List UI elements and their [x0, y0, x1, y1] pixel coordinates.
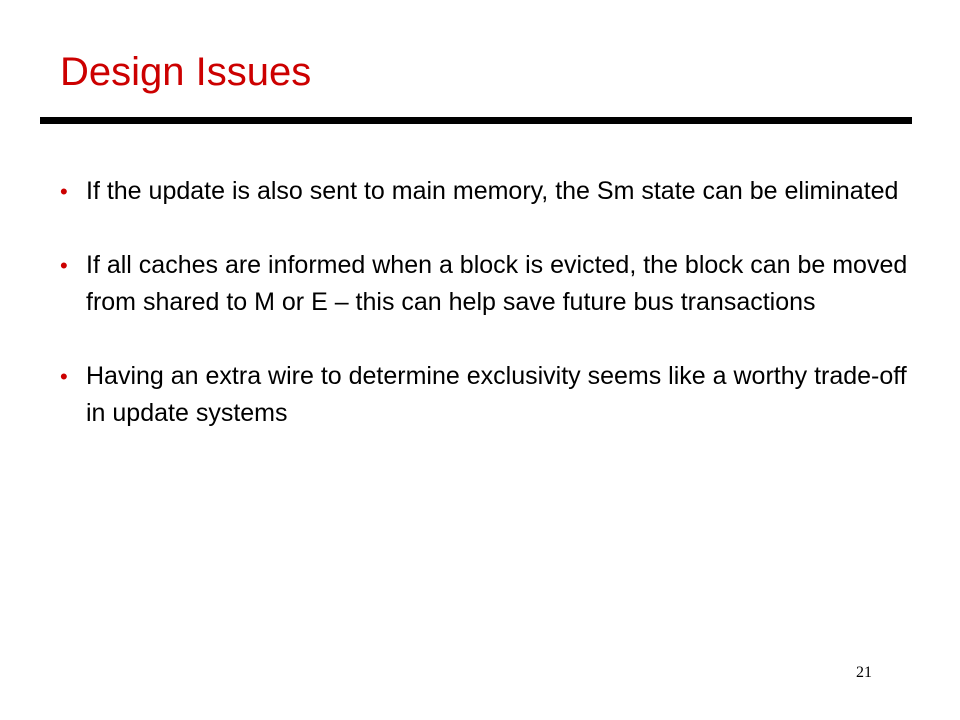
slide-title: Design Issues — [60, 50, 312, 94]
bullet-marker-icon: • — [60, 364, 68, 389]
page-number: 21 — [856, 664, 872, 681]
bullet-item — [60, 247, 920, 321]
bullet-item — [60, 173, 920, 210]
bullet-text: Having an extra wire to determine exclusivity seems like a worthy trade-off in update systems — [86, 362, 907, 427]
bullet-text: If all caches are informed when a block is evicted, the block can be moved from shared to M or E – this can help save future bus transactions — [86, 251, 908, 316]
title-divider — [40, 117, 912, 124]
bullet-marker-icon: • — [60, 179, 68, 204]
bullet-list — [60, 173, 920, 469]
bullet-marker-icon: • — [60, 253, 68, 278]
bullet-item — [60, 358, 920, 432]
bullet-text: If the update is also sent to main memory, the Sm state can be eliminated — [86, 177, 899, 205]
